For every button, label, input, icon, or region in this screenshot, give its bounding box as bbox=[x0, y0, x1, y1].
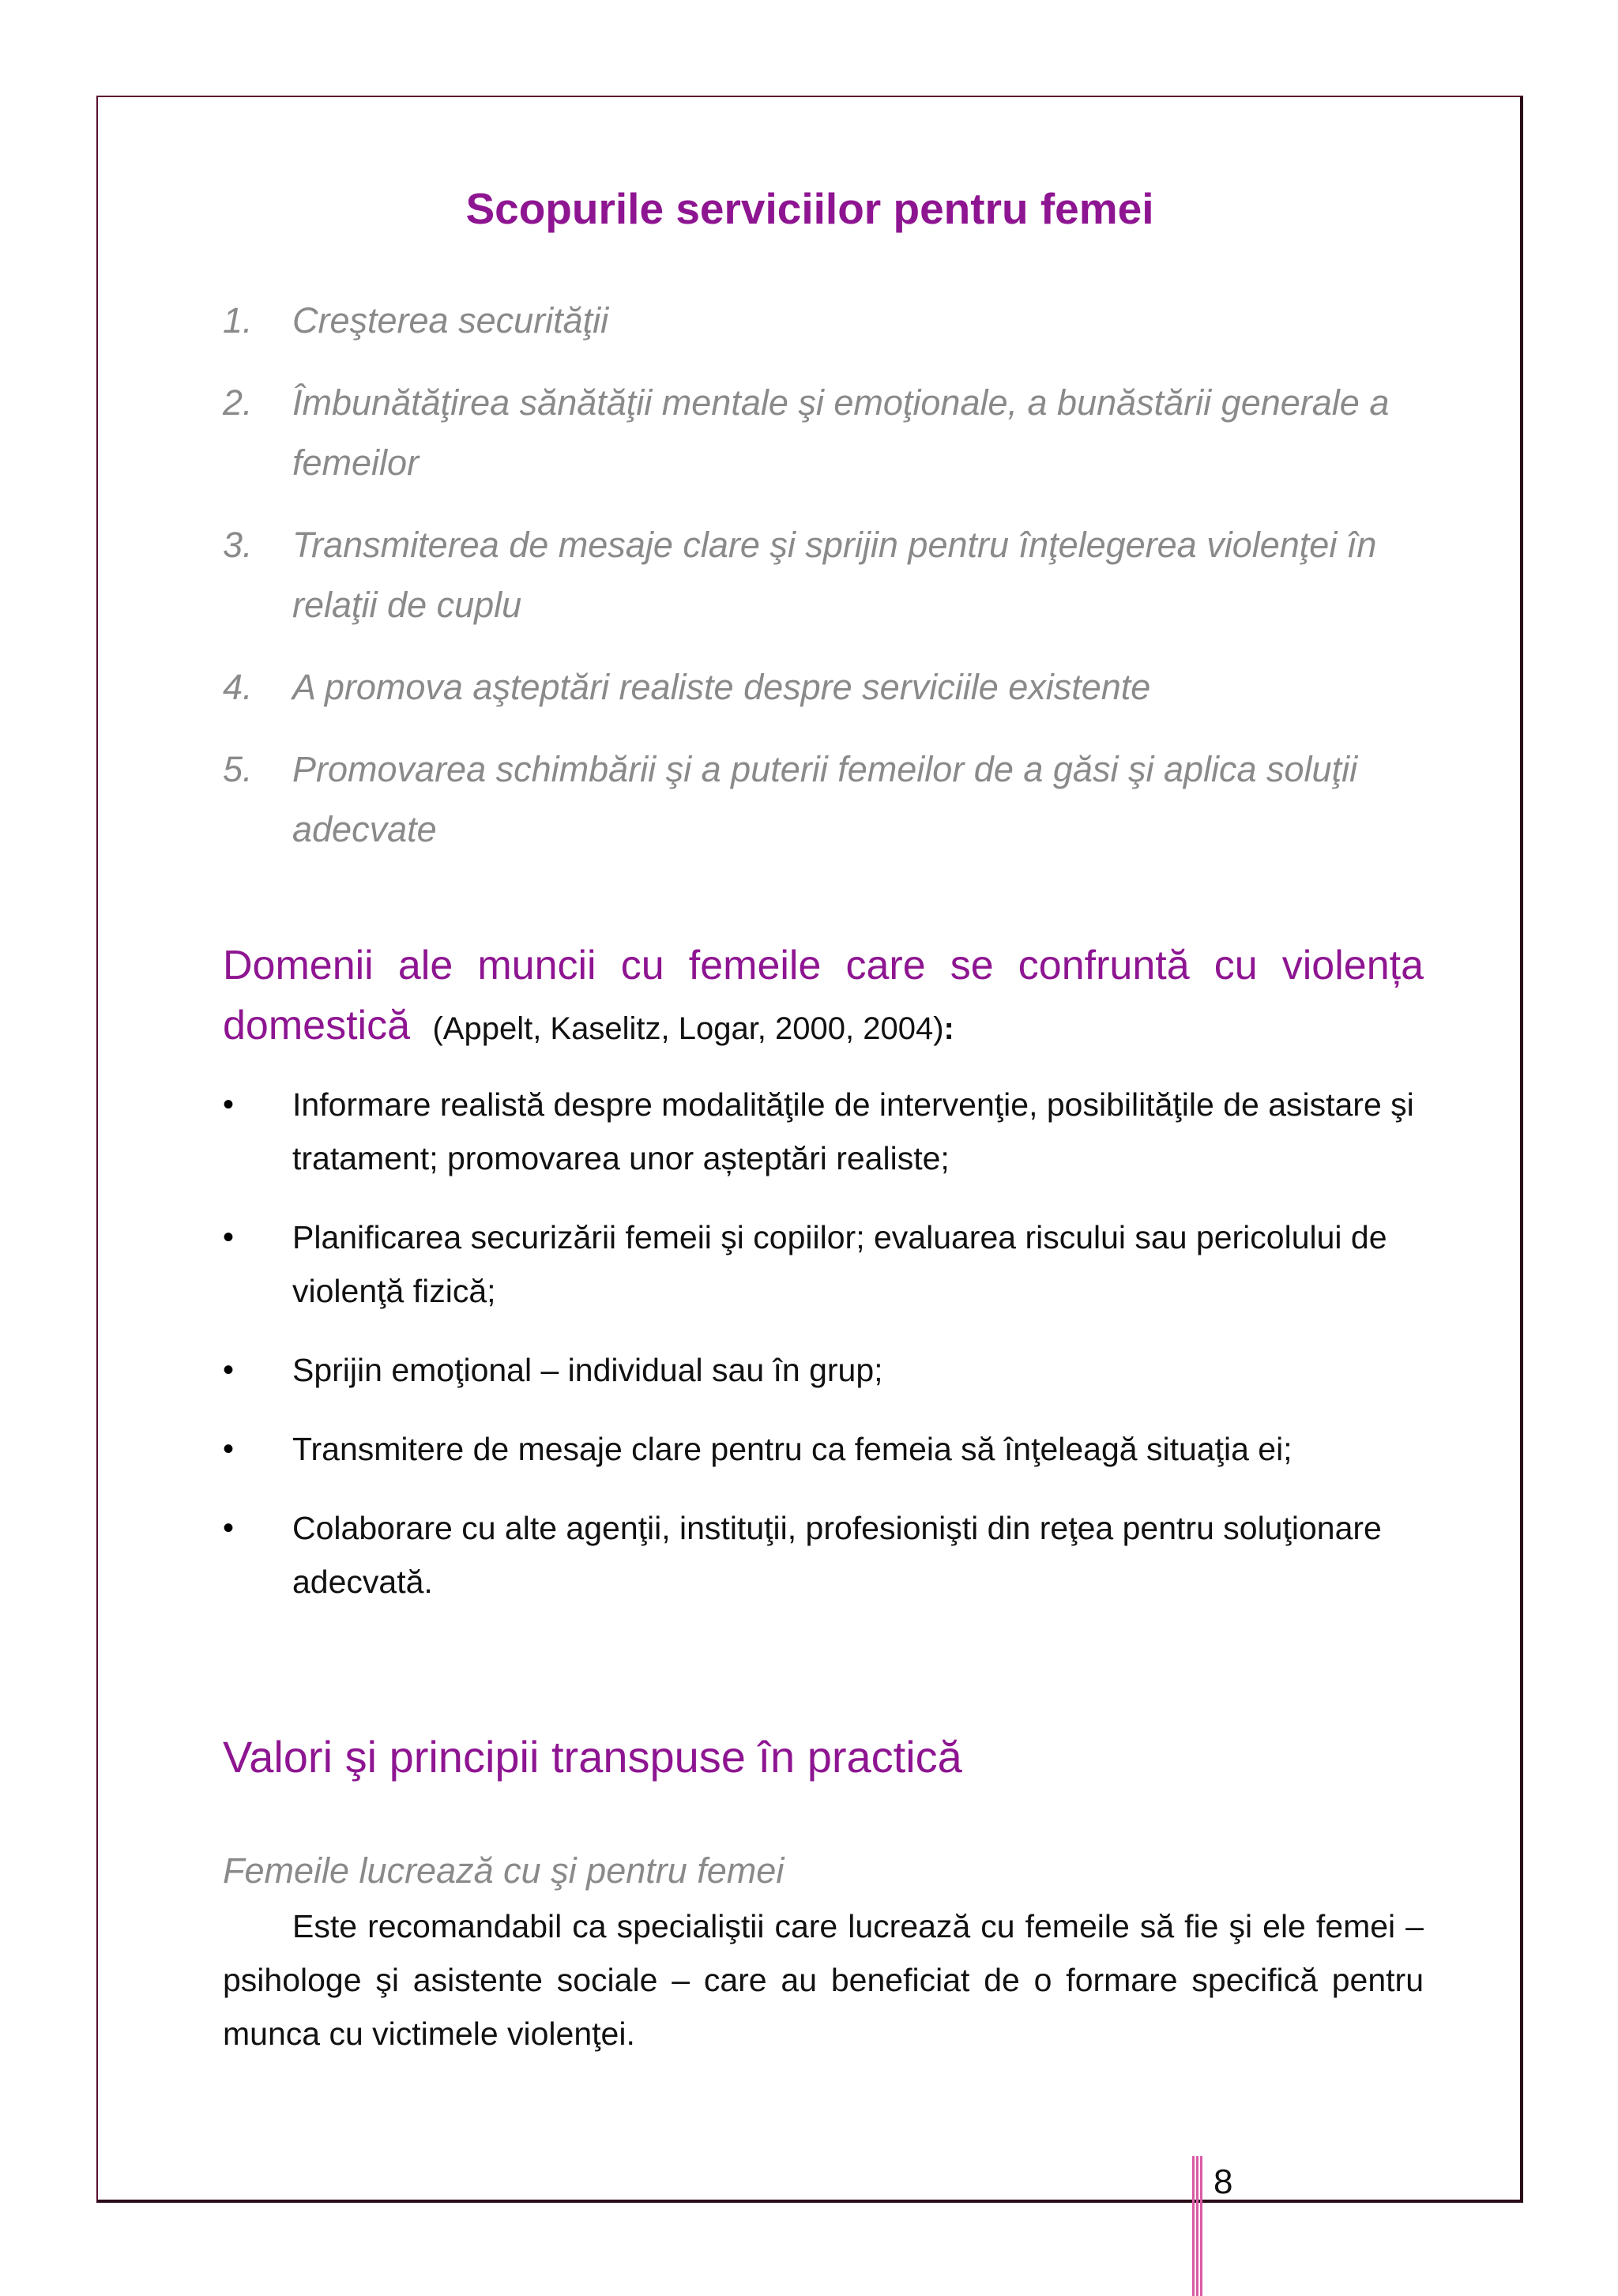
bullet-icon: • bbox=[223, 1353, 235, 1387]
list-item-number: 1. bbox=[223, 300, 253, 341]
values-subheading: Femeile lucrează cu şi pentru femei bbox=[223, 1850, 785, 1891]
values-heading: Valori şi principii transpuse în practică bbox=[223, 1732, 962, 1782]
page-number-bars bbox=[1192, 2156, 1203, 2296]
domains-colon: : bbox=[943, 1011, 954, 1046]
page-title: Scopurile serviciilor pentru femei bbox=[465, 184, 1154, 233]
list-item-text: Planificarea securizării femeii şi copiilor; evaluarea riscului sau pericolului de violenţă fizică; bbox=[292, 1219, 1387, 1309]
domains-heading bbox=[223, 935, 1424, 1059]
bullet-icon: • bbox=[223, 1511, 235, 1545]
list-item-text: Transmitere de mesaje clare pentru ca femeia să înţeleagă situaţia ei; bbox=[292, 1431, 1293, 1467]
values-paragraph: Este recomandabil ca specialiştii care lucrează cu femeile să fie şi ele femei – psihologe şi asistente sociale – care au beneficiat de o formare specifică pentru munca cu victimele violenţei. bbox=[223, 1908, 1424, 2052]
bullet-icon: • bbox=[223, 1087, 235, 1122]
list-item-text: Transmiterea de mesaje clare şi sprijin pentru înţelegerea violenţei în relaţii de cuplu bbox=[292, 525, 1377, 625]
list-item bbox=[223, 515, 1424, 635]
list-item-number: 3. bbox=[223, 525, 253, 565]
list-item bbox=[223, 1501, 1424, 1609]
list-item bbox=[223, 1210, 1424, 1318]
list-item-text: A promova aşteptări realiste despre serviciile existente bbox=[292, 667, 1151, 707]
list-item-text: Îmbunătăţirea sănătăţii mentale şi emoţionale, a bunăstării generale a femeilor bbox=[292, 382, 1390, 483]
list-item-text: Colaborare cu alte agenţii, instituţii, profesionişti din reţea pentru soluţionare adecvată. bbox=[292, 1510, 1382, 1600]
list-item-text: Creşterea securităţii bbox=[292, 300, 609, 341]
list-item bbox=[223, 1422, 1424, 1476]
bullet-icon: • bbox=[223, 1432, 235, 1466]
list-item bbox=[223, 1078, 1424, 1185]
list-item-text: Informare realistă despre modalităţile de intervenţie, posibilităţile de asistare şi tratament; promovarea unor așteptări realiste; bbox=[292, 1086, 1414, 1176]
domains-list bbox=[223, 1078, 1424, 1634]
list-item bbox=[223, 291, 1424, 351]
domains-reference: (Appelt, Kaselitz, Logar, 2000, 2004) bbox=[432, 1011, 944, 1046]
list-item-number: 5. bbox=[223, 749, 253, 789]
domains-heading-text: Domenii ale muncii cu femeile care se confruntă cu violența domestică bbox=[223, 943, 1424, 1048]
list-item bbox=[223, 740, 1424, 860]
list-item-text: Promovarea schimbării şi a puterii femeilor de a găsi şi aplica soluţii adecvate bbox=[292, 749, 1358, 849]
list-item-text: Sprijin emoţional – individual sau în grup; bbox=[292, 1352, 883, 1388]
list-item bbox=[223, 1343, 1424, 1397]
list-item-number: 2. bbox=[223, 382, 253, 423]
list-item bbox=[223, 657, 1424, 717]
list-item-number: 4. bbox=[223, 667, 253, 707]
page-number: 8 bbox=[1214, 2162, 1233, 2201]
list-item bbox=[223, 373, 1424, 493]
bullet-icon: • bbox=[223, 1220, 235, 1255]
goals-list bbox=[223, 291, 1424, 882]
